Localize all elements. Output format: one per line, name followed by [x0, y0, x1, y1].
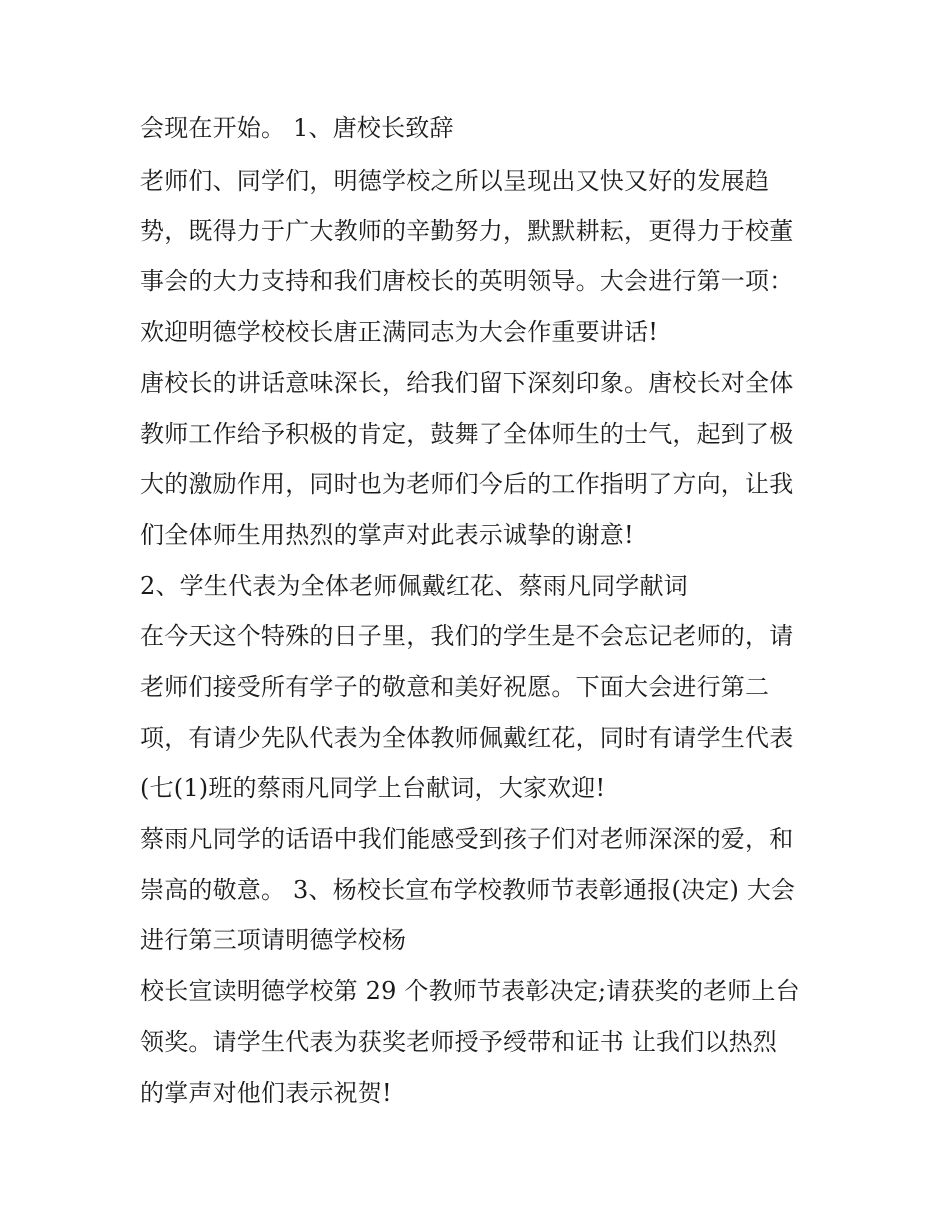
text-line: 2、学生代表为全体老师佩戴红花、蔡雨凡同学献词 [140, 572, 688, 600]
text-line: (七(1)班的蔡雨凡同学上台献词，大家欢迎! [140, 774, 606, 802]
text-line: 老师们、同学们，明德学校之所以呈现出又快又好的发展趋 [140, 167, 770, 195]
text-line: 势，既得力于广大教师的辛勤努力，默默耕耘，更得力于校董 [140, 217, 794, 245]
text-line: 校长宣读明德学校第 29 个教师节表彰决定;请获奖的老师上台 [140, 977, 800, 1005]
text-line: 崇高的敬意。 3、杨校长宣布学校教师节表彰通报(决定) 大会 [140, 876, 796, 904]
text-line: 大的激励作用，同时也为老师们今后的工作指明了方向，让我 [140, 470, 794, 498]
text-line: 进行第三项请明德学校杨 [140, 926, 407, 954]
text-line: 教师工作给予积极的肯定，鼓舞了全体师生的士气，起到了极 [140, 420, 794, 448]
text-line: 会现在开始。 1、唐校长致辞 [140, 114, 454, 142]
text-line: 领奖。请学生代表为获奖老师授予绶带和证书 让我们以热烈 [140, 1028, 778, 1056]
text-line: 唐校长的讲话意味深长，给我们留下深刻印象。唐校长对全体 [140, 369, 794, 397]
text-line: 老师们接受所有学子的敬意和美好祝愿。下面大会进行第二 [140, 673, 770, 701]
text-line: 在今天这个特殊的日子里，我们的学生是不会忘记老师的，请 [140, 622, 794, 650]
text-line: 蔡雨凡同学的话语中我们能感受到孩子们对老师深深的爱，和 [140, 825, 794, 853]
text-line: 项，有请少先队代表为全体教师佩戴红花，同时有请学生代表 [140, 724, 794, 752]
text-line: 的掌声对他们表示祝贺! [140, 1079, 392, 1107]
text-line: 们全体师生用热烈的掌声对此表示诚挚的谢意! [140, 521, 634, 549]
text-line: 事会的大力支持和我们唐校长的英明领导。大会进行第一项： [140, 267, 794, 295]
text-line: 欢迎明德学校校长唐正满同志为大会作重要讲话! [140, 318, 659, 346]
